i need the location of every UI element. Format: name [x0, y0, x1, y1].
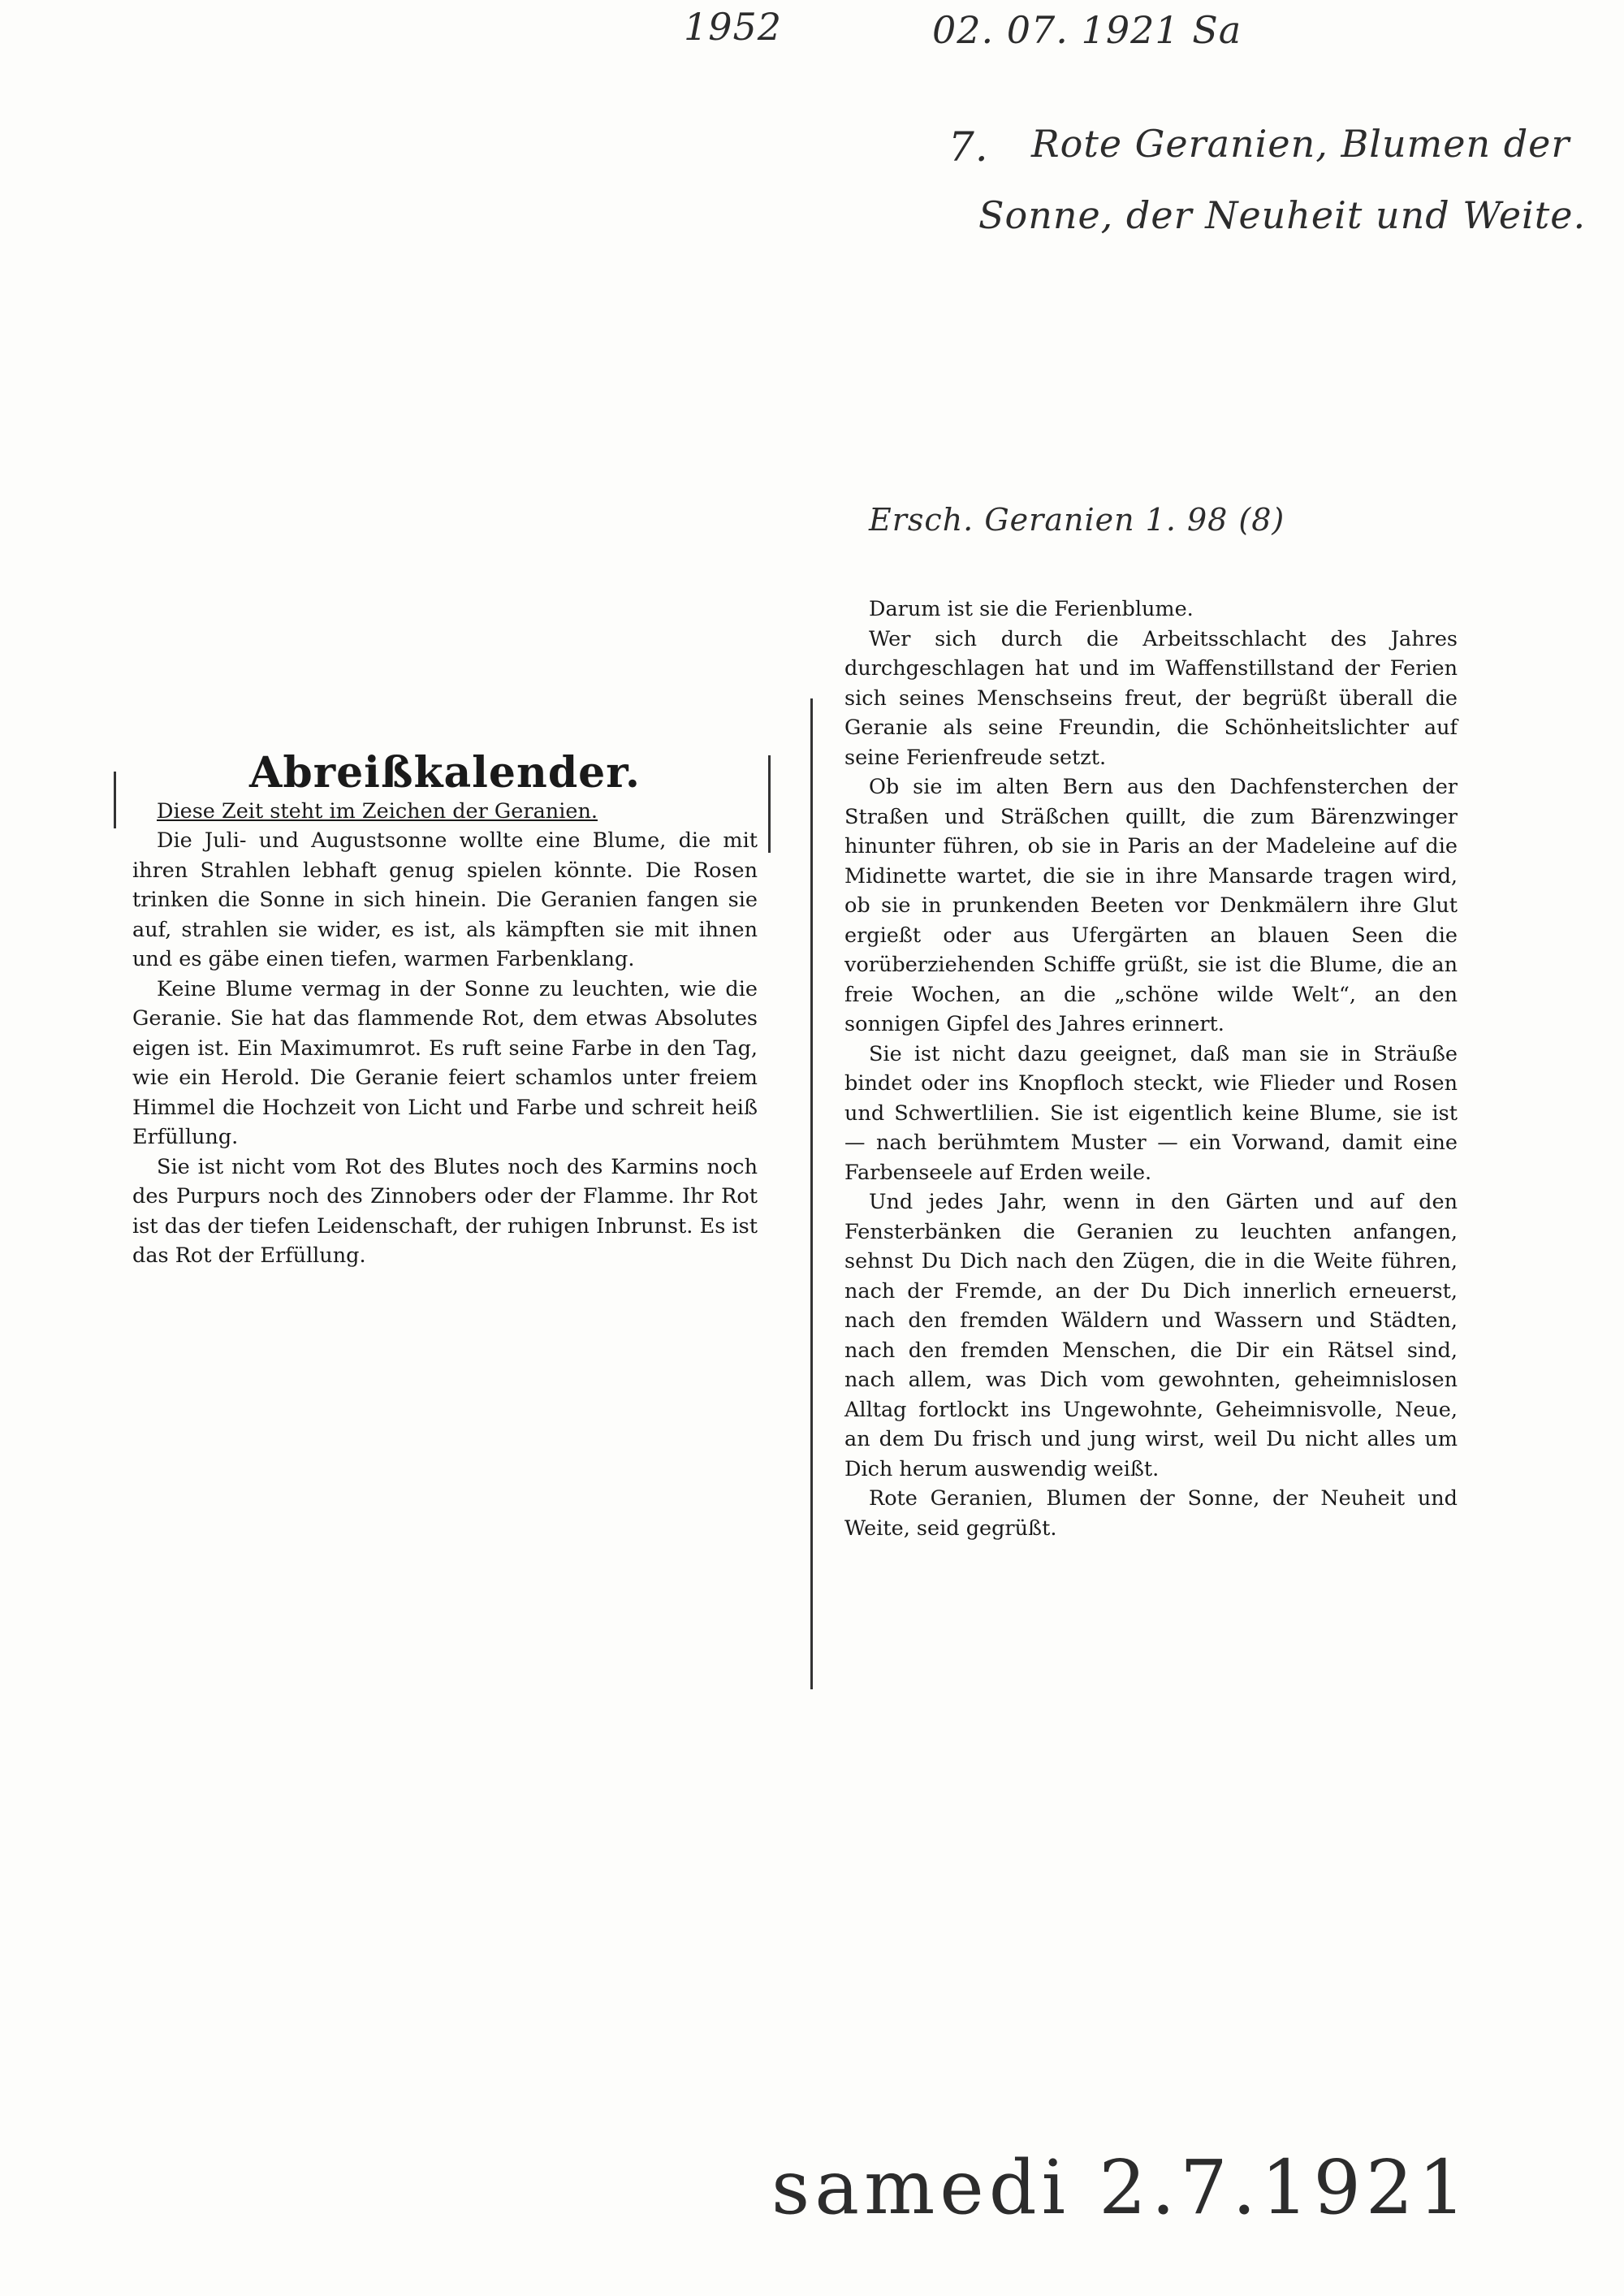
article-paragraph: Darum ist sie die Ferienblume.: [869, 597, 1194, 621]
article-paragraph: Wer sich durch die Arbeitsschlacht des Jahres durchgeschlagen hat und im Waffenstillstand der Ferien sich seines Menschseins freut, der begrüßt überall die Geranie als seine Freundin, die Schönheitslichter auf seine Ferienfreude setzt.: [844, 626, 1458, 770]
column-rule-right: [810, 698, 813, 1689]
article-paragraph: Ob sie im alten Bern aus den Dachfensterchen der Straßen und Sträßchen quillt, die zum Bärenzwinger hinunter führen, ob sie in Paris an der Madeleine auf die Midinette wartet, die sie in ihre Mansarde tragen wird, ob sie in prunkenden Beeten vor Denkmälern ihre Glut ergießt oder aus Ufergärten an blauen Seen die vorüberziehenden Schiffe grüßt, sie ist die Blume, die an freie Wochen, an die „schöne wilde Welt“, an den sonnigen Gipfel des Jahres erinnert.: [844, 775, 1458, 1036]
handwritten-date: 02. 07. 1921 Sa: [932, 8, 1242, 52]
article-paragraph: Sie ist nicht vom Rot des Blutes noch des Karmins noch des Purpurs noch des Zinnobers oder der Flamme. Ihr Rot ist das der tiefen Leidenschaft, der ruhigen Inbrunst. Es ist das Rot der Erfüllung.: [132, 1154, 758, 1268]
article-paragraph: Keine Blume vermag in der Sonne zu leuchten, wie die Geranie. Sie hat das flammende Rot, dem etwas Absolutes eigen ist. Ein Maximumrot. Es ruft seine Farbe in den Tag, wie ein Herold. Die Geranie feiert schamlos unter freiem Himmel die Hochzeit von Licht und Farbe und schreit heiß Erfüllung.: [132, 976, 758, 1149]
handwritten-note-number: 7.: [948, 123, 989, 171]
article-paragraph: Rote Geranien, Blumen der Sonne, der Neuheit und Weite, seid gegrüßt.: [844, 1486, 1458, 1541]
article-subline: Diese Zeit steht im Zeichen der Geranien.: [157, 798, 598, 824]
article-paragraph: Sie ist nicht dazu geeignet, daß man sie in Sträuße bindet oder ins Knopfloch steckt, wie Flieder und Rosen und Schwertlilien. Sie ist eigentlich keine Blume, sie ist — nach berühmtem Muster — ein Vorwand, damit eine Farbenseele auf Erden weile.: [844, 1041, 1458, 1185]
column-rule-left: [114, 772, 116, 828]
handwritten-number: 1952: [684, 5, 783, 49]
article-left-column: [132, 747, 758, 1271]
handwritten-note-line-1: Rote Geranien, Blumen der: [1031, 122, 1570, 166]
handwritten-bottom-date: samedi 2.7.1921: [771, 2144, 1471, 2231]
article-right-column: [844, 595, 1458, 1543]
handwritten-note-line-2: Sonne, der Neuheit und Weite.: [978, 193, 1587, 237]
article-paragraph: Und jedes Jahr, wenn in den Gärten und auf den Fensterbänken die Geranien zu leuchten anfangen, sehnst Du Dich nach den Zügen, die in die Weite führen, nach der Fremde, an der Du Dich innerlich erneuerst, nach den fremden Wäldern und Wassern und Städten, nach den fremden Menschen, die Dir ein Rätsel sind, nach allem, was Dich vom gewohnten, geheimnislosen Alltag fortlockt ins Ungewohnte, Geheimnisvolle, Neue, an dem Du frisch und jung wirst, weil Du nicht alles um Dich herum auswendig weißt.: [844, 1190, 1458, 1481]
handwritten-archive-reference: Ersch. Geranien 1. 98 (8): [869, 502, 1285, 538]
article-headline: Abreißkalender.: [249, 748, 641, 798]
column-rule-left-right-edge: [768, 755, 771, 853]
article-paragraph: Die Juli- und Augustsonne wollte eine Blume, die mit ihren Strahlen lebhaft genug spielen könnte. Die Rosen trinken die Sonne in sich hinein. Die Geranien fangen sie auf, strahlen sie wider, es ist, als kämpften sie mit ihnen und es gäbe einen tiefen, warmen Farbenklang.: [132, 828, 758, 971]
